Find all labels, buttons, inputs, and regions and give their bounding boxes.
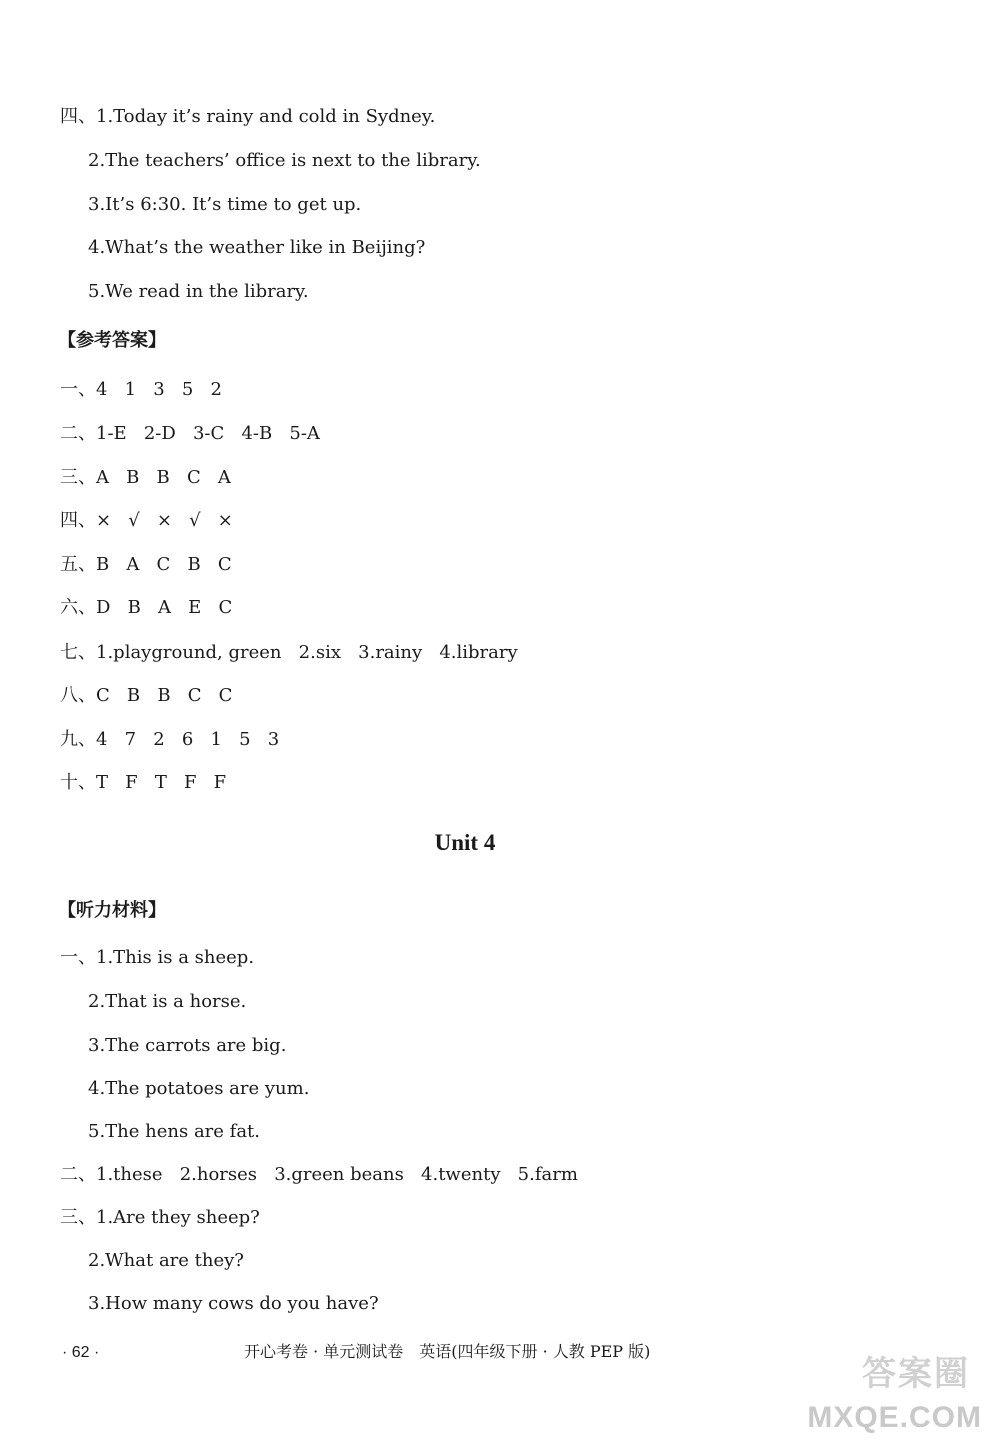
unit4-line-9: 3.How many cows do you have? bbox=[88, 1293, 379, 1314]
listening-heading: 【听力材料】 bbox=[58, 900, 166, 921]
listening-line-1: 四、1.Today it’s rainy and cold in Sydney. bbox=[60, 106, 436, 127]
answer-line-5: 五、B A C B C bbox=[60, 554, 232, 575]
answer-line-6: 六、D B A E C bbox=[60, 597, 233, 618]
unit-title: Unit 4 bbox=[434, 830, 496, 855]
page-number: · 62 · bbox=[62, 1344, 100, 1361]
listening-line-4: 4.What’s the weather like in Beijing? bbox=[88, 237, 426, 258]
answer-line-3: 三、A B B C A bbox=[60, 467, 231, 488]
listening-line-5: 5.We read in the library. bbox=[88, 281, 309, 302]
watermark-top-text: 答案圈 bbox=[862, 1354, 970, 1394]
unit4-line-6: 二、1.these 2.horses 3.green beans 4.twenty 5.farm bbox=[60, 1164, 578, 1185]
answer-line-4: 四、× √ × √ × bbox=[60, 510, 233, 531]
unit4-line-4: 4.The potatoes are yum. bbox=[88, 1078, 310, 1099]
watermark-url: MXQE.COM bbox=[807, 1401, 982, 1434]
answers-heading: 【参考答案】 bbox=[58, 330, 166, 351]
book-title: 开心考卷 · 单元测试卷 英语(四年级下册 · 人教 PEP 版) bbox=[244, 1342, 651, 1361]
unit4-line-7: 三、1.Are they sheep? bbox=[60, 1207, 260, 1228]
answer-line-8: 八、C B B C C bbox=[60, 685, 233, 706]
unit4-line-2: 2.That is a horse. bbox=[88, 991, 247, 1012]
unit4-line-1: 一、1.This is a sheep. bbox=[60, 947, 255, 968]
unit4-line-5: 5.The hens are fat. bbox=[88, 1121, 261, 1142]
answer-line-10: 十、T F T F F bbox=[60, 772, 227, 793]
answer-line-9: 九、4 7 2 6 1 5 3 bbox=[60, 729, 280, 750]
answer-line-2: 二、1-E 2-D 3-C 4-B 5-A bbox=[60, 423, 320, 444]
answer-line-7: 七、1.playground, green 2.six 3.rainy 4.library bbox=[60, 642, 518, 663]
listening-line-3: 3.It’s 6:30. It’s time to get up. bbox=[88, 194, 362, 215]
listening-line-2: 2.The teachers’ office is next to the library. bbox=[88, 150, 481, 171]
answer-line-1: 一、4 1 3 5 2 bbox=[60, 379, 222, 400]
unit4-line-3: 3.The carrots are big. bbox=[88, 1035, 287, 1056]
unit4-line-8: 2.What are they? bbox=[88, 1250, 244, 1271]
watermark-logo bbox=[802, 1344, 992, 1439]
